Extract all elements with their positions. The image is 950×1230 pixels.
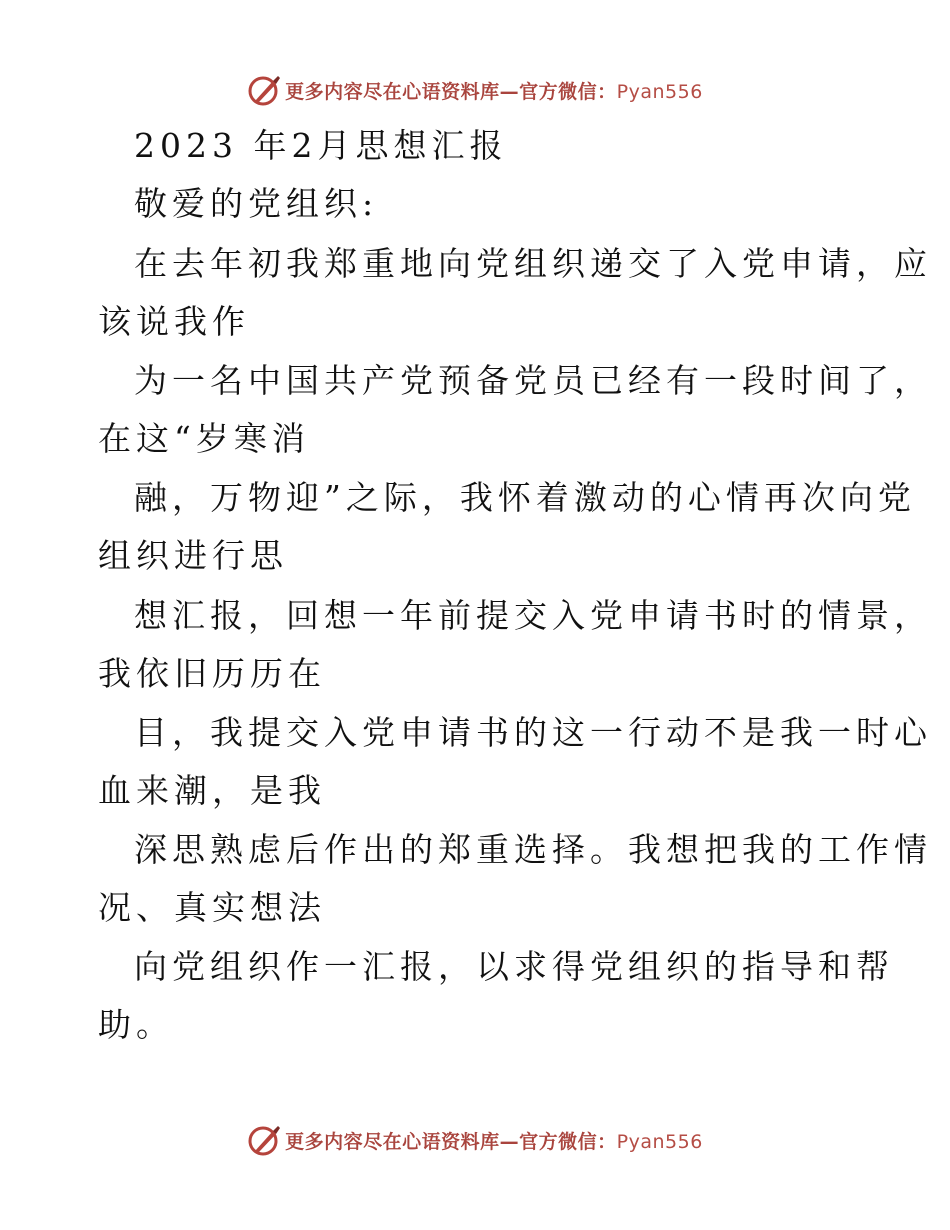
paragraph-line: 血来潮，是我 — [98, 771, 326, 810]
quill-logo-icon — [247, 1123, 281, 1157]
paragraph-line: 我依旧历历在 — [98, 654, 326, 693]
paragraph-line: 融，万物迎”之际，我怀着激动的心情再次向党 — [134, 478, 916, 517]
paragraph-line: 向党组织作一汇报，以求得党组织的指导和帮 — [134, 947, 894, 986]
paragraph-line: 目，我提交入党申请书的这一行动不是我一时心 — [134, 713, 932, 752]
paragraph-line: 在这“岁寒消 — [98, 419, 310, 458]
paragraph-line: 深思熟虑后作出的郑重选择。我想把我的工作情 — [134, 830, 932, 869]
paragraph-line: 该说我作 — [98, 302, 250, 341]
paragraph-line: 况、真实想法 — [98, 888, 326, 927]
paragraph-line: 为一名中国共产党预备党员已经有一段时间了， — [134, 361, 932, 400]
paragraph-line: 组织进行思 — [98, 536, 288, 575]
header-banner-handle: Pyan556 — [616, 80, 703, 103]
paragraph-line: 在去年初我郑重地向党组织递交了入党申请，应 — [134, 244, 932, 283]
paragraph-line: 想汇报，回想一年前提交入党申请书时的情景， — [134, 596, 932, 635]
footer-watermark-banner — [0, 1122, 950, 1158]
document-title: 2023 年2月思想汇报 — [134, 126, 508, 165]
footer-banner-handle: Pyan556 — [616, 1130, 703, 1153]
paragraph-line: 助。 — [98, 1005, 174, 1044]
footer-banner-text: 更多内容尽在心语资料库—官方微信：Pyan556 — [285, 1130, 703, 1153]
header-banner-text: 更多内容尽在心语资料库—官方微信：Pyan556 — [285, 80, 703, 103]
salutation: 敬爱的党组织: — [134, 184, 379, 223]
